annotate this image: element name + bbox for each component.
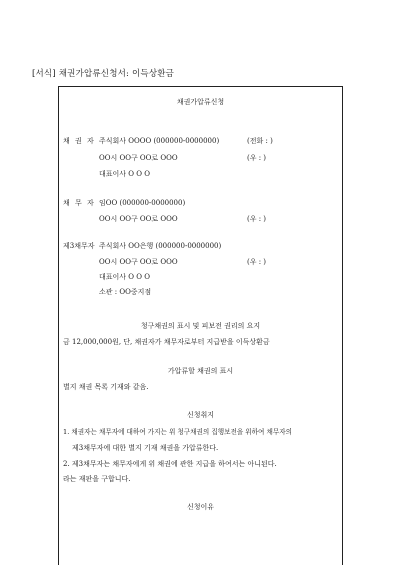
creditor-representative: 대표이사 O O O [99,170,150,178]
seized-claim-text: 별지 채권 목록 기재와 같음. [63,383,149,391]
creditor-label: 채 권 자 [63,137,96,145]
third-debtor-company: 주식회사 OO은행 (000000-0000000) [99,242,222,250]
form-caption: [서식] 채권가압류신청서: 이득상환금 [32,69,175,79]
debtor-label: 채 무 자 [63,199,96,207]
debtor-address: OO시 OO구 OO로 OOO [99,215,178,223]
purpose-closing: 라는 재판을 구합니다. [63,475,131,483]
claim-heading: 청구채권의 표시 및 피보전 권리의 요지 [140,322,261,330]
third-debtor-postal: (우 : ) [247,258,267,266]
creditor-company: 주식회사 OOOO (000000-0000000) [99,137,220,145]
document-title: 채권가압류신청 [176,98,225,106]
third-debtor-representative: 대표이사 O O O [99,273,150,281]
creditor-address: OO시 OO구 OO로 OOO [99,154,178,162]
purpose-heading: 신청취지 [186,411,215,419]
purpose-item-1-line-1: 1. 채권자는 채무자에 대하여 가지는 위 청구채권의 집행보전을 위하여 채무자의 [63,428,292,436]
document-frame [58,86,343,565]
claim-amount: 금 12,000,000원, 단, 채권자가 채무자로부터 지급받을 이득상환금 [63,338,270,346]
creditor-postal: (우 : ) [247,154,267,162]
purpose-item-1-line-2: 제3채무자에 대한 별지 기재 채권을 가압류한다. [72,444,219,452]
third-debtor-label: 제3채무자 [63,242,95,250]
reason-heading: 신청이유 [186,503,215,511]
debtor-postal: (우 : ) [247,215,267,223]
debtor-name: 임OO (000000-0000000) [99,199,186,207]
creditor-phone: (전화 : ) [247,137,273,145]
third-debtor-address: OO시 OO구 OO로 OOO [99,258,178,266]
seized-claim-heading: 가압류할 채권의 표시 [167,367,234,375]
purpose-item-2: 2. 제3채무자는 채무자에게 위 채권에 관한 지급을 하여서는 아니된다. [63,460,277,468]
third-debtor-jurisdiction: 소관 : OO중지점 [99,288,152,296]
